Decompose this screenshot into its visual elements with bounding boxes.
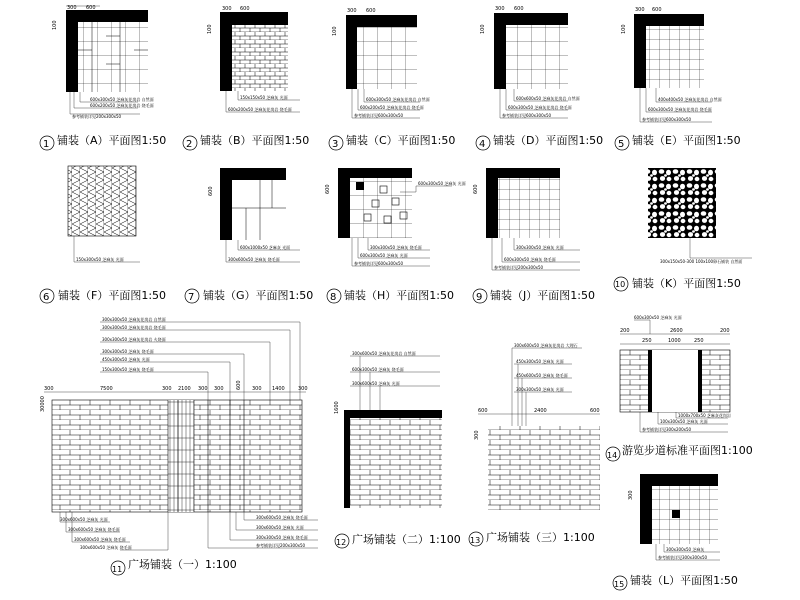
svg-text:600: 600 <box>366 8 376 14</box>
svg-text:参考铺装详见200x300x50: 参考铺装详见200x300x50 <box>256 543 306 548</box>
svg-text:300: 300 <box>67 5 77 11</box>
svg-text:参考铺装详见600x300x50: 参考铺装详见600x300x50 <box>354 113 404 118</box>
svg-text:2100: 2100 <box>178 386 191 392</box>
svg-text:300x300x50 芝麻灰 烧毛面: 300x300x50 芝麻灰 烧毛面 <box>370 245 422 250</box>
svg-text:600: 600 <box>86 5 96 11</box>
svg-text:300x600x50 芝麻灰 烧毛面: 300x600x50 芝麻灰 烧毛面 <box>256 515 308 520</box>
svg-text:广场铺装（一）1:100: 广场铺装（一）1:100 <box>128 558 237 571</box>
svg-text:600x200x50 芝麻灰花岗岩 烧毛面: 600x200x50 芝麻灰花岗岩 烧毛面 <box>90 103 154 108</box>
svg-text:600: 600 <box>473 184 479 194</box>
svg-text:300: 300 <box>198 386 208 392</box>
svg-text:100: 100 <box>480 24 486 34</box>
svg-text:1400: 1400 <box>272 386 285 392</box>
svg-text:600x300x50 芝麻灰 烧毛面: 600x300x50 芝麻灰 烧毛面 <box>352 367 404 372</box>
svg-text:参考铺装详见600x300x50: 参考铺装详见600x300x50 <box>354 261 404 266</box>
svg-text:铺装（D）平面图1:50: 铺装（D）平面图1:50 <box>493 134 604 147</box>
svg-text:600: 600 <box>478 408 488 414</box>
svg-text:300: 300 <box>44 386 54 392</box>
svg-text:9: 9 <box>476 292 483 303</box>
svg-text:参考铺装详见200x300x50: 参考铺装详见200x300x50 <box>72 114 122 119</box>
svg-text:300: 300 <box>347 8 357 14</box>
svg-text:300x600x50 芝麻灰 烧毛面: 300x600x50 芝麻灰 烧毛面 <box>68 527 120 532</box>
svg-text:参考铺装详见300x300x50: 参考铺装详见300x300x50 <box>658 555 708 560</box>
drawing-paving-e <box>615 7 741 150</box>
svg-text:600x300x50 芝麻灰花岗岩 自然面: 600x300x50 芝麻灰花岗岩 自然面 <box>90 97 154 102</box>
svg-text:300: 300 <box>214 386 224 392</box>
drawing-paving-h <box>325 168 466 303</box>
drawing-plaza-paving-1 <box>40 316 318 575</box>
svg-text:100x300x50 芝麻灰 光面: 100x300x50 芝麻灰 光面 <box>660 419 708 424</box>
svg-text:150x300x50 芝麻灰 光面: 150x300x50 芝麻灰 光面 <box>76 257 124 262</box>
svg-text:600: 600 <box>652 7 662 13</box>
svg-text:1000: 1000 <box>668 338 681 344</box>
drawing-paving-l <box>613 474 738 590</box>
svg-text:450x300x50 芝麻灰 光面: 450x300x50 芝麻灰 光面 <box>516 359 564 364</box>
svg-text:250: 250 <box>694 338 704 344</box>
svg-text:300x300x50 芝麻灰: 300x300x50 芝麻灰 <box>666 547 705 552</box>
svg-text:4: 4 <box>479 139 486 150</box>
svg-text:参考铺装详见300x200x50: 参考铺装详见300x200x50 <box>642 427 692 432</box>
drawing-paving-b <box>183 6 309 150</box>
svg-text:100: 100 <box>52 20 58 30</box>
svg-text:300: 300 <box>162 386 172 392</box>
svg-text:1600: 1600 <box>334 401 340 414</box>
svg-text:广场铺装（三）1:100: 广场铺装（三）1:100 <box>486 531 595 544</box>
svg-text:7500: 7500 <box>100 386 113 392</box>
svg-text:14: 14 <box>607 451 618 460</box>
svg-text:11: 11 <box>112 565 123 574</box>
svg-text:铺装（C）平面图1:50: 铺装（C）平面图1:50 <box>346 134 456 147</box>
svg-text:600x200x50 芝麻灰花岗岩 烧毛面: 600x200x50 芝麻灰花岗岩 烧毛面 <box>228 107 292 112</box>
svg-text:300x600x50 芝麻灰花岗岩 自然面: 300x600x50 芝麻灰花岗岩 自然面 <box>352 351 416 356</box>
svg-text:300x300x50 芝麻灰 烧毛面: 300x300x50 芝麻灰 烧毛面 <box>256 535 308 540</box>
svg-text:300x150x50-300 100x100卵石铺装 自然面: 300x150x50-300 100x100卵石铺装 自然面 <box>660 259 743 264</box>
svg-text:450x600x50 芝麻灰 烧毛面: 450x600x50 芝麻灰 烧毛面 <box>516 373 568 378</box>
svg-text:铺装（B）平面图1:50: 铺装（B）平面图1:50 <box>200 134 310 147</box>
drawing-paving-a <box>40 5 166 150</box>
drawing-paving-j <box>473 168 595 303</box>
svg-text:参考铺装详见200x300x50: 参考铺装详见200x300x50 <box>494 265 544 270</box>
svg-text:600x300x50 芝麻灰花岗岩 烧毛面: 600x300x50 芝麻灰花岗岩 烧毛面 <box>508 105 572 110</box>
svg-text:15: 15 <box>614 580 625 589</box>
svg-text:12: 12 <box>336 538 347 547</box>
svg-text:600: 600 <box>325 184 331 194</box>
svg-text:600x300x50 芝麻灰 光面: 600x300x50 芝麻灰 光面 <box>634 315 682 320</box>
svg-text:450x300x50 芝麻灰 光面: 450x300x50 芝麻灰 光面 <box>102 357 150 362</box>
svg-text:300x300x50 芝麻灰花岗岩 烧毛面: 300x300x50 芝麻灰花岗岩 烧毛面 <box>102 325 166 330</box>
svg-text:参考铺装详见600x300x50: 参考铺装详见600x300x50 <box>642 117 692 122</box>
svg-text:30000: 30000 <box>40 396 46 412</box>
svg-text:2: 2 <box>186 139 193 150</box>
svg-text:8: 8 <box>330 292 337 303</box>
svg-text:600: 600 <box>590 408 600 414</box>
svg-text:300: 300 <box>474 430 480 440</box>
svg-text:100: 100 <box>621 24 627 34</box>
svg-text:铺装（J）平面图1:50: 铺装（J）平面图1:50 <box>490 289 595 302</box>
svg-text:600x300x50 芝麻灰 光面: 600x300x50 芝麻灰 光面 <box>360 253 408 258</box>
drawing-plaza-paving-3 <box>469 342 600 546</box>
svg-text:400x400x50 芝麻灰花岗岩 自然面: 400x400x50 芝麻灰花岗岩 自然面 <box>658 97 722 102</box>
svg-text:3: 3 <box>332 139 339 150</box>
svg-text:600x300x50 芝麻灰 烧毛面: 600x300x50 芝麻灰 烧毛面 <box>504 257 556 262</box>
svg-text:300x300x50 芝麻灰 光面: 300x300x50 芝麻灰 光面 <box>516 245 564 250</box>
svg-text:300x300x50 芝麻灰 光面: 300x300x50 芝麻灰 光面 <box>516 387 564 392</box>
svg-text:1: 1 <box>43 139 50 150</box>
svg-text:600x600x50 芝麻灰花岗岩 自然面: 600x600x50 芝麻灰花岗岩 自然面 <box>516 96 580 101</box>
svg-text:铺装（H）平面图1:50: 铺装（H）平面图1:50 <box>344 289 454 302</box>
svg-text:铺装（F）平面图1:50: 铺装（F）平面图1:50 <box>58 289 167 302</box>
svg-text:100: 100 <box>332 26 338 36</box>
svg-text:600: 600 <box>240 6 250 12</box>
svg-text:2400: 2400 <box>534 408 547 414</box>
svg-text:300: 300 <box>635 7 645 13</box>
svg-text:游览步道标准平面图1:100: 游览步道标准平面图1:100 <box>622 444 753 457</box>
svg-text:300: 300 <box>298 386 308 392</box>
drawing-paving-k <box>614 168 752 291</box>
svg-text:5: 5 <box>618 139 625 150</box>
svg-text:7: 7 <box>188 292 195 303</box>
svg-text:铺装（G）平面图1:50: 铺装（G）平面图1:50 <box>203 289 314 302</box>
drawing-plaza-paving-2 <box>334 350 461 548</box>
drawing-paving-c <box>329 8 455 150</box>
svg-text:600x300x50 芝麻灰花岗岩 烧毛面: 600x300x50 芝麻灰花岗岩 烧毛面 <box>648 107 712 112</box>
svg-text:300x300x50 芝麻灰花岗岩 自然面: 300x300x50 芝麻灰花岗岩 自然面 <box>102 317 166 322</box>
drawing-paving-f <box>40 166 166 303</box>
svg-text:200: 200 <box>720 328 730 334</box>
svg-text:10: 10 <box>615 280 626 289</box>
svg-text:300x300x50 芝麻灰花岗岩 火烧面: 300x300x50 芝麻灰花岗岩 火烧面 <box>102 337 166 342</box>
svg-text:铺装（K）平面图1:50: 铺装（K）平面图1:50 <box>632 277 741 290</box>
svg-text:300: 300 <box>252 386 262 392</box>
svg-text:250: 250 <box>642 338 652 344</box>
svg-text:300x600x50 芝麻灰 光面: 300x600x50 芝麻灰 光面 <box>352 381 400 386</box>
svg-text:600x300x50 芝麻灰 光面: 600x300x50 芝麻灰 光面 <box>418 181 466 186</box>
svg-text:300: 300 <box>222 6 232 12</box>
svg-text:600: 600 <box>236 380 242 390</box>
svg-text:300x300x50 芝麻灰 烧毛面: 300x300x50 芝麻灰 烧毛面 <box>102 349 154 354</box>
svg-text:铺装（L）平面图1:50: 铺装（L）平面图1:50 <box>630 574 738 587</box>
svg-text:300: 300 <box>628 490 634 500</box>
svg-text:300x600x50 芝麻灰 烧毛面: 300x600x50 芝麻灰 烧毛面 <box>228 257 280 262</box>
svg-text:200: 200 <box>620 328 630 334</box>
svg-text:600x200x50 芝麻灰花岗岩 烧毛面: 600x200x50 芝麻灰花岗岩 烧毛面 <box>360 105 424 110</box>
svg-text:100: 100 <box>207 24 213 34</box>
svg-text:300x600x50 芝麻灰 光面: 300x600x50 芝麻灰 光面 <box>256 525 304 530</box>
svg-text:150x300x50 芝麻灰 烧毛面: 150x300x50 芝麻灰 烧毛面 <box>102 367 154 372</box>
svg-text:600x1000x50 芝麻灰 光面: 600x1000x50 芝麻灰 光面 <box>240 245 291 250</box>
svg-text:600: 600 <box>208 186 214 196</box>
svg-text:铺装（E）平面图1:50: 铺装（E）平面图1:50 <box>632 134 741 147</box>
svg-text:600: 600 <box>514 6 524 12</box>
svg-text:300x600x50 芝麻灰 光面: 300x600x50 芝麻灰 光面 <box>60 517 108 522</box>
svg-text:参考铺装详见600x300x50: 参考铺装详见600x300x50 <box>502 113 552 118</box>
svg-text:2600: 2600 <box>670 328 683 334</box>
svg-text:300x600x50 芝麻灰花岗岩 大理石: 300x600x50 芝麻灰花岗岩 大理石 <box>514 343 578 348</box>
svg-text:铺装（A）平面图1:50: 铺装（A）平面图1:50 <box>57 134 167 147</box>
svg-text:广场铺装（二）1:100: 广场铺装（二）1:100 <box>352 533 461 546</box>
drawing-walkway-standard <box>606 314 753 461</box>
svg-text:300: 300 <box>495 6 505 12</box>
svg-text:6: 6 <box>43 292 50 303</box>
svg-text:600x300x50 芝麻灰花岗岩 自然面: 600x300x50 芝麻灰花岗岩 自然面 <box>366 97 430 102</box>
svg-text:300x600x50 芝麻灰 烧毛面: 300x600x50 芝麻灰 烧毛面 <box>80 545 132 550</box>
svg-text:1000x700x50 芝麻灰花岗岩: 1000x700x50 芝麻灰花岗岩 <box>678 413 731 418</box>
drawing-paving-d <box>476 6 603 150</box>
svg-text:150x150x50 芝麻灰 光面: 150x150x50 芝麻灰 光面 <box>240 95 288 100</box>
svg-text:13: 13 <box>470 536 481 545</box>
svg-text:300x600x50 芝麻灰 烧毛面: 300x600x50 芝麻灰 烧毛面 <box>74 537 126 542</box>
drawing-paving-g <box>185 168 313 303</box>
